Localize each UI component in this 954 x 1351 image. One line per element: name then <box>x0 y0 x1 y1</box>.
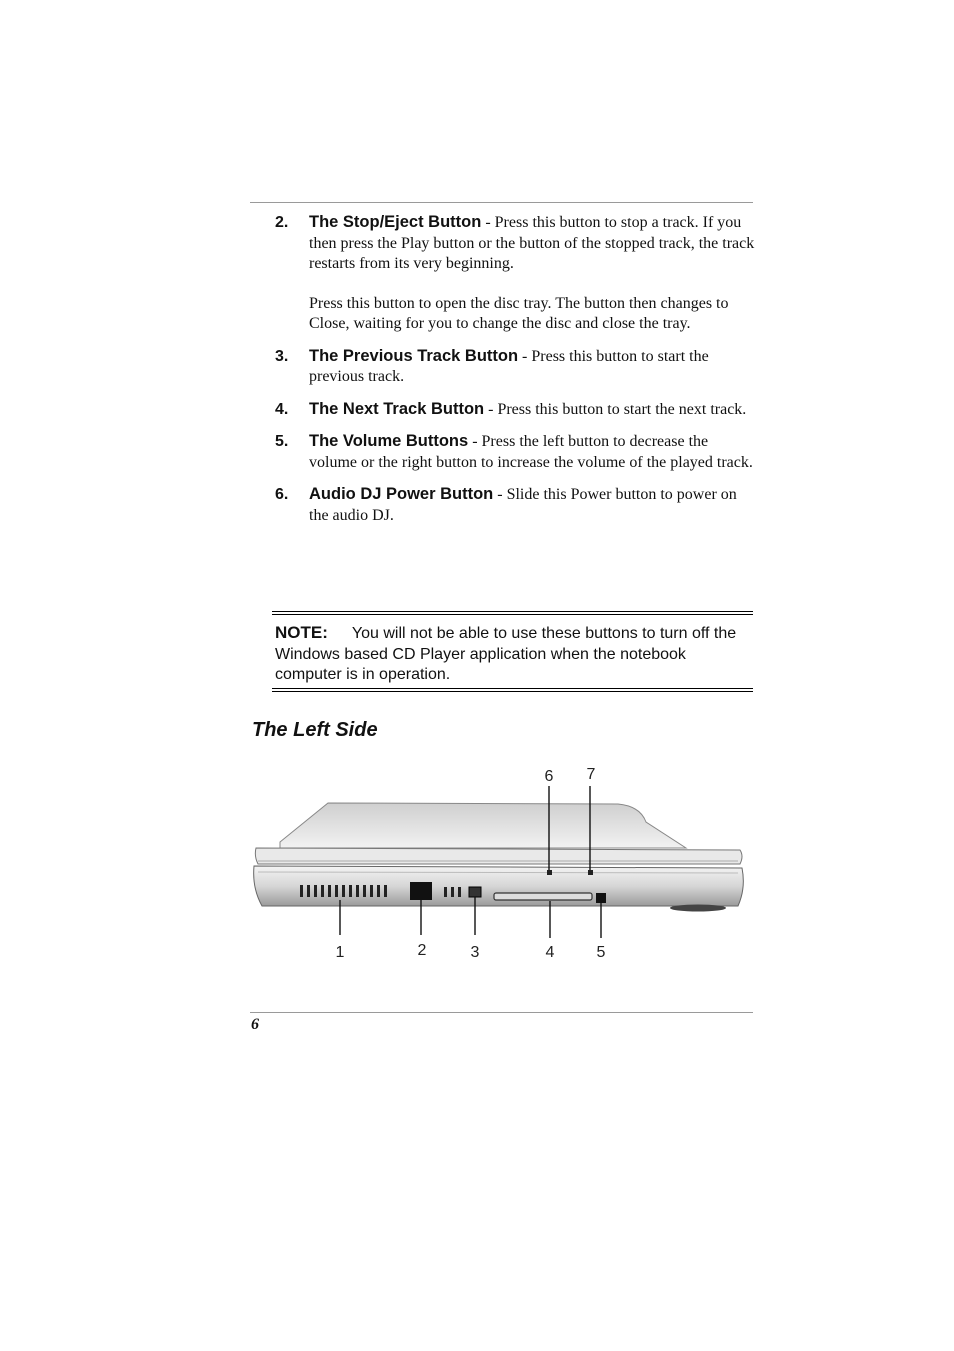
item-text: - Press the left button to decrease the volume or the right button to increase the volume of the played track. <box>309 433 753 471</box>
page-number: 6 <box>251 1016 259 1033</box>
note-box <box>272 611 753 692</box>
item-title: The Next Track Button <box>309 399 485 418</box>
button-description-list <box>275 212 760 537</box>
item-number: 4. <box>275 400 289 418</box>
callout-2: 2 <box>417 942 427 959</box>
item-extra-paragraph: Press this button to open the disc tray. The button then changes to Close, waiting for you to change the disc and close the tray. <box>309 294 729 332</box>
section-heading: The Left Side <box>252 719 378 741</box>
callout-6: 6 <box>544 768 554 785</box>
port-icon <box>410 882 432 900</box>
item-title: The Volume Buttons <box>309 432 469 450</box>
note-paragraph <box>275 623 753 686</box>
item-text: - Press this button to start the next track. <box>484 400 747 418</box>
callout-1: 1 <box>335 944 345 961</box>
list-item <box>275 431 760 473</box>
callout-7: 7 <box>586 766 596 783</box>
item-number: 6. <box>275 486 289 503</box>
item-number: 5. <box>275 433 289 450</box>
callout-4: 4 <box>545 944 555 961</box>
item-text: - Slide this Power button to power on the audio DJ. <box>309 486 737 524</box>
item-text: - Press this button to start the previous track. <box>309 347 709 385</box>
list-item <box>275 399 760 421</box>
laptop-left-side-figure <box>248 760 748 970</box>
item-number: 3. <box>275 347 289 365</box>
laptop-illustration <box>254 803 744 912</box>
item-text: - Press this button to stop a track. If you then press the Play button or the button of the stopped track, the track restarts from its very beginning. <box>309 214 755 272</box>
port-icon <box>469 887 481 897</box>
item-title: Audio DJ Power Button <box>309 485 494 503</box>
callout-3: 3 <box>470 944 480 961</box>
item-title: The Previous Track Button <box>309 346 519 365</box>
note-text: You will not be able to use these buttons to turn off the Windows based CD Player application when the notebook computer is in operation. <box>275 625 737 683</box>
item-title: The Stop/Eject Button <box>309 213 482 231</box>
item-number: 2. <box>275 214 289 231</box>
note-label: NOTE: <box>275 623 328 642</box>
bottom-rule <box>250 1012 753 1013</box>
list-item <box>275 346 760 388</box>
card-slot-icon <box>494 893 592 900</box>
callout-5: 5 <box>596 944 606 961</box>
list-item <box>275 484 760 526</box>
top-rule <box>250 202 753 203</box>
eject-button-icon <box>596 893 606 903</box>
list-item <box>275 212 760 335</box>
